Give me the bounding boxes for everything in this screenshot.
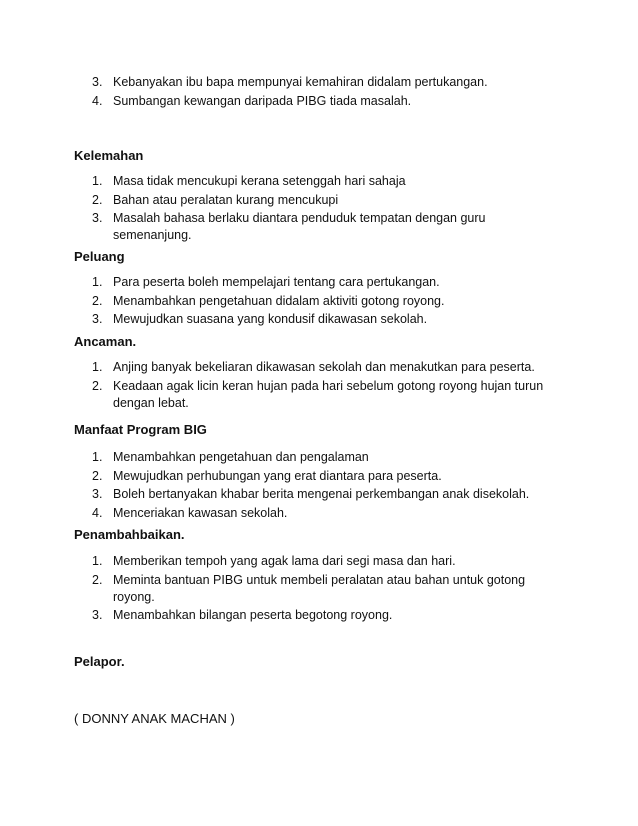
list-item — [74, 553, 554, 570]
list-item-number: 3. — [92, 608, 103, 622]
list-item-text: Masa tidak mencukupi kerana setenggah hari sahaja — [113, 174, 406, 188]
peluang-list — [74, 274, 554, 330]
list-item-text: Mewujudkan suasana yang kondusif dikawasan sekolah. — [113, 312, 428, 326]
ancaman-list — [74, 359, 554, 413]
list-item-number: 1. — [92, 450, 103, 464]
list-item-text: Memberikan tempoh yang agak lama dari segi masa dan hari. — [113, 554, 456, 568]
list-item — [74, 468, 554, 485]
penambahbaikan-list — [74, 553, 554, 626]
list-item-text: Para peserta boleh mempelajari tentang cara pertukangan. — [113, 275, 440, 289]
list-item-number: 3. — [92, 75, 103, 89]
list-item-text: Masalah bahasa berlaku diantara penduduk tempatan dengan guru semenanjung. — [113, 211, 486, 242]
list-item-number: 2. — [92, 378, 103, 393]
list-item-text: Boleh bertanyakan khabar berita mengenai perkembangan anak disekolah. — [113, 487, 530, 501]
list-item — [74, 449, 554, 466]
list-item — [74, 293, 554, 310]
list-item — [74, 192, 554, 209]
list-item-number: 2. — [92, 468, 103, 483]
list-item — [74, 378, 554, 412]
list-item-number: 3. — [92, 211, 103, 225]
list-item-text: Menambahkan pengetahuan dan pengalaman — [113, 450, 369, 464]
pelapor-heading: Pelapor. — [74, 654, 125, 669]
manfaat-heading: Manfaat Program BIG — [74, 422, 207, 437]
list-item-text: Sumbangan kewangan daripada PIBG tiada masalah. — [113, 93, 412, 108]
list-item — [74, 486, 554, 503]
list-item-number: 1. — [92, 275, 103, 289]
list-item-number: 3. — [92, 312, 103, 326]
list-item-number: 4. — [92, 505, 103, 520]
list-item — [74, 311, 554, 328]
list-item-number: 3. — [92, 487, 103, 501]
list-item-text: Kebanyakan ibu bapa mempunyai kemahiran didalam pertukangan. — [113, 75, 488, 89]
list-item — [74, 505, 554, 522]
list-item-number: 1. — [92, 174, 103, 188]
list-item-number: 2. — [92, 192, 103, 207]
list-item — [74, 173, 554, 190]
kelemahan-heading: Kelemahan — [74, 148, 144, 163]
list-item — [74, 607, 554, 624]
list-item — [74, 74, 554, 91]
list-item — [74, 274, 554, 291]
kekuatan-list — [74, 74, 554, 111]
list-item-number: 2. — [92, 293, 103, 308]
kelemahan-list — [74, 173, 554, 246]
list-item-number: 2. — [92, 572, 103, 587]
list-item — [74, 210, 554, 244]
list-item-text: Mewujudkan perhubungan yang erat diantara para peserta. — [113, 468, 442, 483]
list-item-text: Menambahkan pengetahuan didalam aktiviti gotong royong. — [113, 293, 445, 308]
list-item-text: Anjing banyak bekeliaran dikawasan sekolah dan menakutkan para peserta. — [113, 360, 535, 374]
list-item — [74, 572, 554, 606]
list-item-text: Bahan atau peralatan kurang mencukupi — [113, 192, 339, 207]
list-item-text: Meminta bantuan PIBG untuk membeli peralatan atau bahan untuk gotong royong. — [113, 572, 526, 604]
peluang-heading: Peluang — [74, 249, 125, 264]
list-item-number: 1. — [92, 360, 103, 374]
list-item-text: Keadaan agak licin keran hujan pada hari sebelum gotong royong hujan turun dengan lebat. — [113, 378, 544, 410]
list-item-text: Menambahkan bilangan peserta begotong royong. — [113, 608, 393, 622]
list-item-number: 4. — [92, 93, 103, 108]
penambahbaikan-heading: Penambahbaikan. — [74, 527, 185, 542]
list-item-text: Menceriakan kawasan sekolah. — [113, 505, 288, 520]
ancaman-heading: Ancaman. — [74, 334, 137, 349]
list-item — [74, 359, 554, 376]
list-item — [74, 93, 554, 110]
list-item-number: 1. — [92, 554, 103, 568]
reporter-signature-name: ( DONNY ANAK MACHAN ) — [74, 711, 235, 726]
manfaat-list — [74, 449, 554, 523]
